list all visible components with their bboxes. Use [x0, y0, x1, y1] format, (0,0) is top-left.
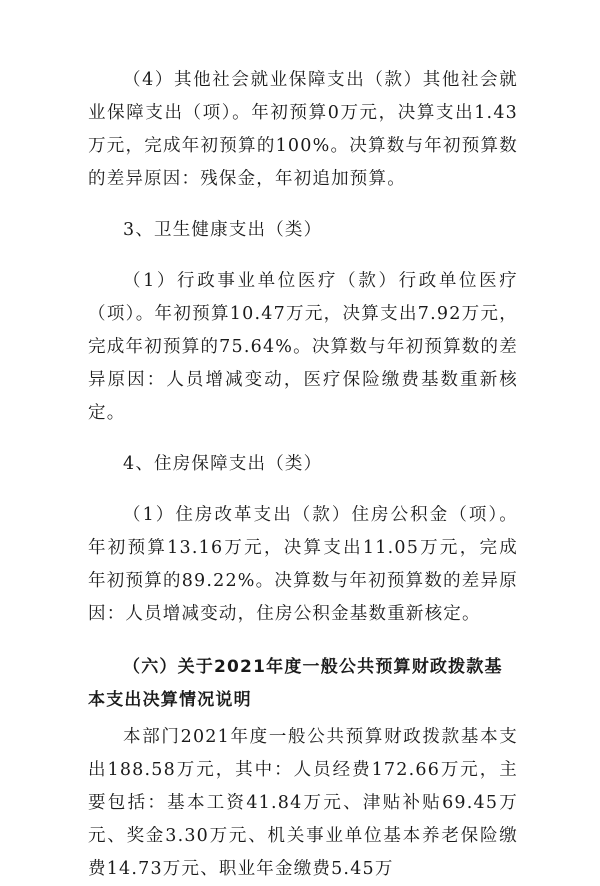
paragraph-housing-fund: （1）住房改革支出（款）住房公积金（项）。年初预算13.16万元，决算支出11.05万元，完成年初预算的89.22%。决算数与年初预算数的差异原因：人员增减变动，住房公积金基数重新核定。: [88, 505, 518, 624]
paragraph-basic-expenditure: 本部门2021年度一般公共预算财政拨款基本支出188.58万元，其中：人员经费172.66万元，主要包括：基本工资41.84万元、津贴补贴69.45万元、奖金3.30万元、机关事业单位基本养老保险缴费14.73万元、职业年金缴费5.45万: [88, 727, 518, 879]
heading-health-expenditure: 3、卫生健康支出（类）: [123, 220, 323, 240]
document-page: [88, 64, 518, 886]
heading-housing-expenditure: 4、住房保障支出（类）: [123, 454, 323, 474]
paragraph-medical-expenditure: （1）行政事业单位医疗（款）行政单位医疗（项）。年初预算10.47万元，决算支出7.92万元，完成年初预算的75.64%。决算数与年初预算数的差异原因：人员增减变动，医疗保险缴费基数重新核定。: [88, 271, 518, 423]
heading-section-six: （六）关于2021年度一般公共预算财政拨款基本支出决算情况说明: [88, 657, 503, 710]
paragraph-other-employment-security: （4）其他社会就业保障支出（款）其他社会就业保障支出（项）。年初预算0万元，决算支出1.43万元，完成年初预算的100%。决算数与年初预算数的差异原因：残保金，年初追加预算。: [88, 70, 518, 189]
